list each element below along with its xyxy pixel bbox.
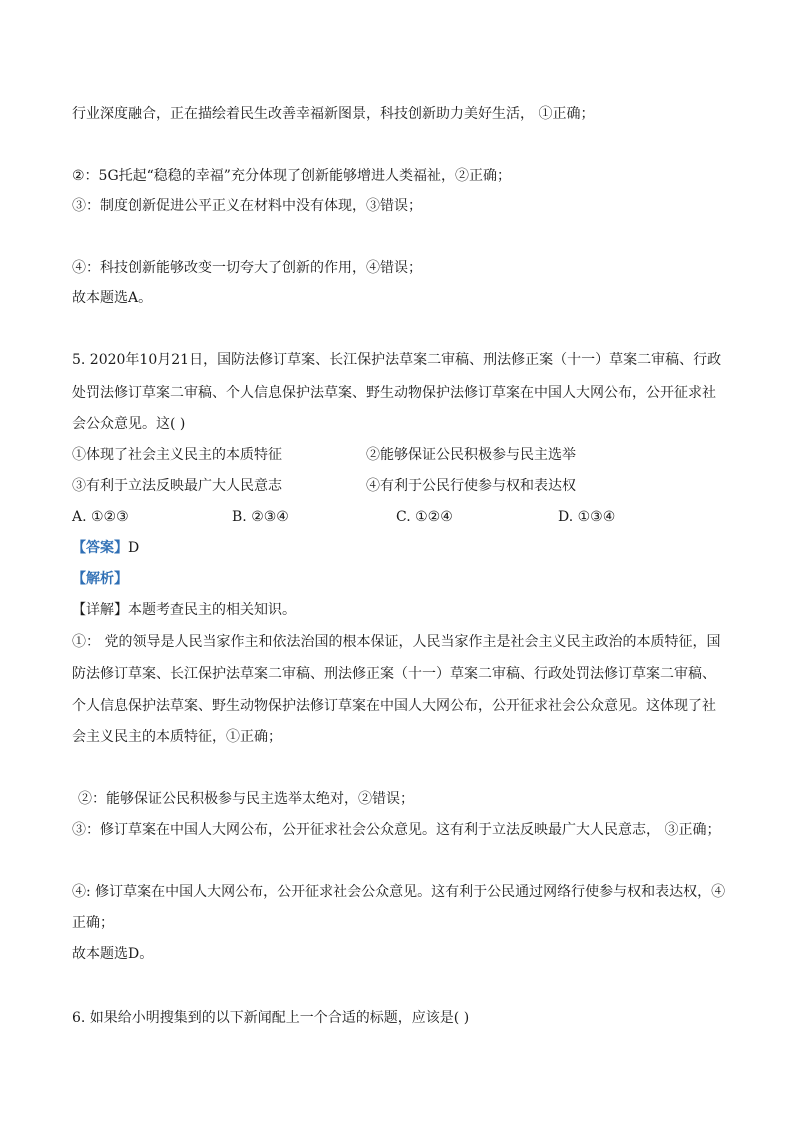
q5-statement-2: ②能够保证公民积极参与民主选举 [366, 447, 576, 463]
answer-tag: 【答案】 [72, 540, 128, 556]
prev-explanation-line-2: ②：5G托起“稳稳的幸福”充分体现了创新能够增进人类福祉，②正确； [72, 168, 511, 184]
q5-explanation-3: ③：修订草案在中国人大网公布，公开征求社会公众意见。这有利于立法反映最广大人民意志， ③正确； [72, 822, 721, 838]
prev-explanation-line-1: 行业深度融合，正在描绘着民生改善幸福新图景，科技创新助力美好生活， ①正确； [72, 106, 595, 122]
q5-statement-3: ③有利于立法反映最广大人民意志 [72, 478, 282, 494]
prev-explanation-line-3: ③：制度创新促进公平正义在材料中没有体现，③错误； [72, 198, 422, 214]
q5-stem-line-2: 处罚法修订草案二审稿、个人信息保护法草案、野生动物保护法修订草案在中国人大网公布，公开征求社 [72, 385, 716, 401]
q5-explanation-4-line-1: ④: 修订草案在中国人大网公布，公开征求社会公众意见。这有利于公民通过网络行使参与权和表达权，④ [72, 884, 726, 900]
analysis-tag: 【解析】 [72, 571, 128, 587]
detail-tag: 【详解】 [72, 602, 128, 618]
prev-conclusion: 故本题选A。 [72, 290, 153, 306]
prev-explanation-line-4: ④：科技创新能够改变一切夸大了创新的作用，④错误； [72, 260, 422, 276]
q5-option-b: B. ②③④ [232, 509, 289, 525]
q5-stem-line-3: 会公众意见。这( ) [72, 416, 186, 432]
detail-text: 本题考查民主的相关知识。 [128, 602, 296, 618]
q5-explanation-4-line-2: 正确； [72, 915, 114, 931]
answer-value: D [128, 540, 140, 556]
q5-option-d: D. ①③④ [558, 509, 616, 525]
q5-option-a: A. ①②③ [72, 509, 129, 525]
q6-stem: 6. 如果给小明搜集到的以下新闻配上一个合适的标题，应该是( ) [72, 1010, 470, 1026]
q5-statement-1: ①体现了社会主义民主的本质特征 [72, 447, 282, 463]
q5-statement-4: ④有利于公民行使参与权和表达权 [366, 478, 576, 494]
q5-analysis-heading [72, 569, 128, 589]
q5-explanation-1-line-3: 个人信息保护法草案、野生动物保护法修订草案在中国人大网公布，公开征求社会公众意见。这体现了社 [72, 698, 716, 714]
q5-detail [72, 600, 296, 620]
q5-conclusion: 故本题选D。 [72, 946, 154, 962]
q5-explanation-1-line-4: 会主义民主的本质特征，①正确； [72, 729, 282, 745]
q5-explanation-1-line-1: ①： 党的领导是人民当家作主和依法治国的根本保证，人民当家作主是社会主义民主政治的本质特征，国 [72, 634, 721, 650]
q5-stem-line-1: 5. 2020年10月21日，国防法修订草案、长江保护法草案二审稿、刑法修正案（十一）草案二审稿、行政 [72, 352, 722, 368]
q5-explanation-1-line-2: 防法修订草案、长江保护法草案二审稿、刑法修正案（十一）草案二审稿、行政处罚法修订草案二审稿、 [72, 666, 716, 682]
q5-option-c: C. ①②④ [396, 509, 453, 525]
q5-answer [72, 538, 139, 558]
q5-explanation-2: ②：能够保证公民积极参与民主选举太绝对，②错误； [78, 791, 414, 807]
